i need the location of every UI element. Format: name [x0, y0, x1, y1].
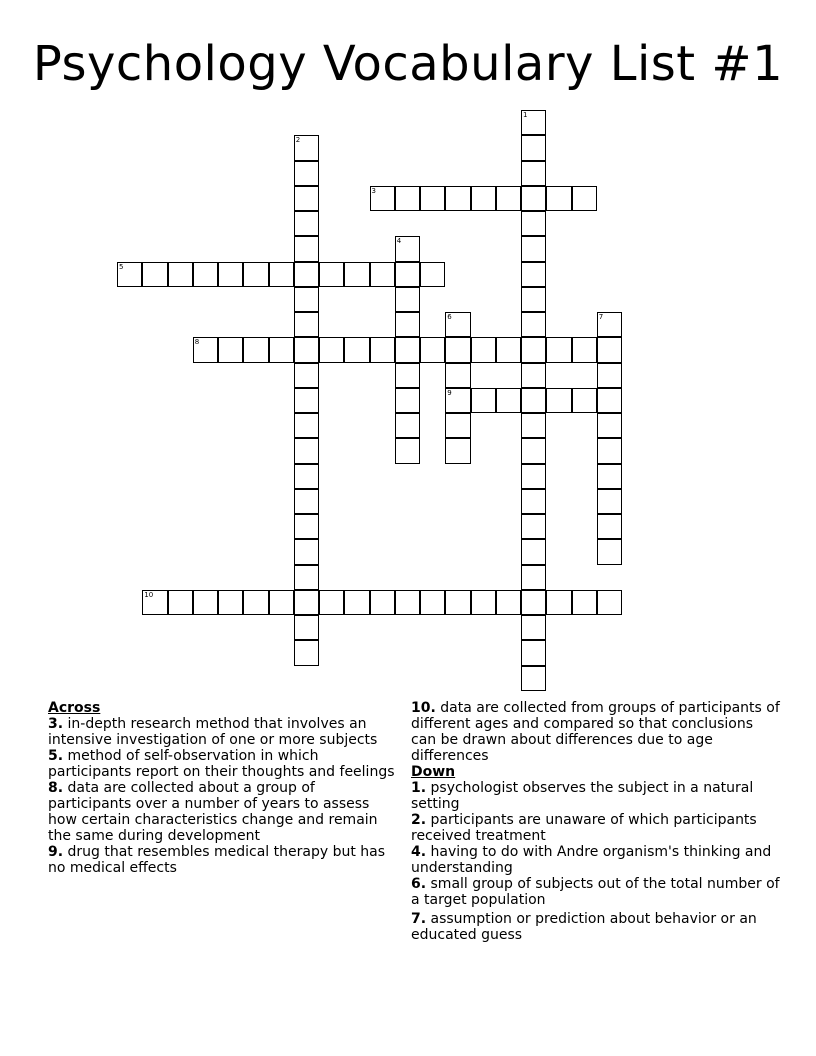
grid-cell[interactable]: [445, 337, 470, 362]
grid-cell[interactable]: [496, 388, 521, 413]
grid-cell[interactable]: [521, 262, 546, 287]
clue-number-label: 9: [447, 388, 452, 397]
grid-cell[interactable]: [420, 590, 445, 615]
grid-cell[interactable]: [521, 388, 546, 413]
grid-cell[interactable]: [294, 640, 319, 665]
grid-cell[interactable]: [572, 337, 597, 362]
grid-cell[interactable]: [395, 413, 420, 438]
grid-cell[interactable]: [294, 337, 319, 362]
clue-number: 10.: [411, 700, 436, 716]
grid-cell[interactable]: [597, 363, 622, 388]
grid-cell[interactable]: [420, 337, 445, 362]
grid-cell[interactable]: [521, 287, 546, 312]
grid-cell[interactable]: [521, 413, 546, 438]
clue-number-label: 6: [447, 313, 452, 321]
grid-cell[interactable]: [294, 236, 319, 261]
clue-text: drug that resembles medical therapy but has no medical effects: [48, 844, 386, 876]
down-clue-4: [411, 844, 781, 876]
grid-cell[interactable]: [193, 337, 218, 362]
grid-cell[interactable]: [445, 312, 470, 337]
grid-cell[interactable]: [168, 590, 193, 615]
grid-cell[interactable]: [370, 590, 395, 615]
grid-cell[interactable]: [395, 438, 420, 463]
clue-text: method of self-observation in which participants report on their thoughts and feelings: [48, 748, 395, 780]
grid-cell[interactable]: [294, 539, 319, 564]
grid-cell[interactable]: [344, 590, 369, 615]
clue-text: assumption or prediction about behavior or an educated guess: [411, 911, 757, 943]
grid-cell[interactable]: [572, 590, 597, 615]
grid-cell[interactable]: [572, 388, 597, 413]
grid-cell[interactable]: [395, 262, 420, 287]
clue-number: 8.: [48, 780, 64, 796]
grid-cell[interactable]: [168, 262, 193, 287]
grid-cell[interactable]: [294, 438, 319, 463]
grid-cell[interactable]: [294, 489, 319, 514]
grid-cell[interactable]: [597, 489, 622, 514]
grid-cell[interactable]: [597, 388, 622, 413]
clues-right-column: [411, 700, 781, 943]
grid-cell[interactable]: [521, 161, 546, 186]
grid-cell[interactable]: [218, 590, 243, 615]
grid-cell[interactable]: [269, 262, 294, 287]
clue-number-label: 4: [396, 237, 402, 246]
clue-text: in-depth research method that involves an intensive investigation of one or more subjects: [48, 716, 378, 748]
grid-cell[interactable]: [395, 363, 420, 388]
grid-cell[interactable]: [521, 666, 546, 691]
grid-cell[interactable]: [521, 539, 546, 564]
clue-number: 2.: [411, 812, 427, 828]
grid-cell[interactable]: [370, 337, 395, 362]
grid-cell[interactable]: [395, 236, 420, 261]
grid-cell[interactable]: [521, 337, 546, 362]
grid-cell[interactable]: [294, 615, 319, 640]
grid-cell[interactable]: [471, 186, 496, 211]
grid-cell[interactable]: [344, 262, 369, 287]
grid-cell[interactable]: [294, 590, 319, 615]
clue-number: 1.: [411, 780, 427, 796]
grid-cell[interactable]: [496, 186, 521, 211]
grid-cell[interactable]: [395, 312, 420, 337]
clue-text: small group of subjects out of the total number of a target population: [411, 876, 780, 908]
grid-cell[interactable]: [597, 337, 622, 362]
grid-cell[interactable]: [294, 312, 319, 337]
grid-cell[interactable]: [521, 135, 546, 160]
clue-number-label: 10: [144, 590, 154, 599]
grid-cell[interactable]: [395, 287, 420, 312]
grid-cell[interactable]: [218, 262, 243, 287]
down-clue-6: [411, 876, 781, 908]
grid-cell[interactable]: [420, 186, 445, 211]
clue-number: 9.: [48, 844, 64, 860]
across-clue-8: [48, 780, 398, 844]
grid-cell[interactable]: [521, 565, 546, 590]
grid-cell[interactable]: [395, 590, 420, 615]
clue-text: participants are unaware of which participants received treatment: [411, 812, 757, 844]
across-clue-10: [411, 700, 781, 764]
grid-cell[interactable]: [193, 590, 218, 615]
grid-cell[interactable]: [319, 590, 344, 615]
clues-left-column: [48, 700, 398, 876]
grid-cell[interactable]: [597, 514, 622, 539]
grid-cell[interactable]: [572, 186, 597, 211]
grid-cell[interactable]: [546, 186, 571, 211]
grid-cell[interactable]: [521, 211, 546, 236]
grid-cell[interactable]: [370, 262, 395, 287]
grid-cell[interactable]: [521, 464, 546, 489]
grid-cell[interactable]: [243, 262, 268, 287]
grid-cell[interactable]: [546, 337, 571, 362]
clue-text: psychologist observes the subject in a natural setting: [411, 780, 754, 812]
clue-text: having to do with Andre organism's thinking and understanding: [411, 844, 772, 876]
grid-cell[interactable]: [521, 590, 546, 615]
grid-cell[interactable]: [521, 640, 546, 665]
grid-cell[interactable]: [521, 312, 546, 337]
grid-cell[interactable]: [546, 388, 571, 413]
grid-cell[interactable]: [597, 464, 622, 489]
clue-number: 3.: [48, 716, 64, 732]
grid-cell[interactable]: [294, 287, 319, 312]
grid-cell[interactable]: [420, 262, 445, 287]
grid-cell[interactable]: [445, 363, 470, 388]
grid-cell[interactable]: [521, 110, 546, 135]
clue-number: 4.: [411, 844, 427, 860]
grid-cell[interactable]: [294, 413, 319, 438]
down-clue-2: [411, 812, 781, 844]
clue-number-label: 8: [194, 338, 200, 347]
grid-cell[interactable]: [117, 262, 142, 287]
down-clue-7: [411, 911, 781, 943]
grid-cell[interactable]: [496, 590, 521, 615]
grid-cell[interactable]: [294, 363, 319, 388]
grid-cell[interactable]: [521, 615, 546, 640]
clue-number-label: 7: [598, 313, 604, 321]
clue-text: data are collected from groups of participants of different ages and compared so that conclusions can be drawn about differences due to age differences: [411, 700, 780, 764]
grid-cell[interactable]: [395, 388, 420, 413]
clue-text: data are collected about a group of participants over a number of years to assess how certain characteristics change and remain the same during development: [48, 780, 378, 844]
grid-cell[interactable]: [445, 413, 470, 438]
grid-cell[interactable]: [344, 337, 369, 362]
grid-cell[interactable]: [445, 590, 470, 615]
clue-number-label: 1: [523, 111, 528, 119]
clue-number-label: 5: [119, 262, 124, 271]
grid-cell[interactable]: [294, 135, 319, 160]
grid-cell[interactable]: [294, 388, 319, 413]
grid-cell[interactable]: [521, 186, 546, 211]
grid-cell[interactable]: [445, 186, 470, 211]
clue-number-label: 3: [371, 186, 376, 195]
grid-cell[interactable]: [471, 337, 496, 362]
grid-cell[interactable]: [294, 161, 319, 186]
grid-cell[interactable]: [269, 337, 294, 362]
grid-cell[interactable]: [193, 262, 218, 287]
down-clue-1: [411, 780, 781, 812]
down-heading: Down: [411, 764, 456, 780]
grid-cell[interactable]: [294, 464, 319, 489]
grid-cell[interactable]: [319, 262, 344, 287]
grid-cell[interactable]: [395, 186, 420, 211]
grid-cell[interactable]: [294, 186, 319, 211]
grid-cell[interactable]: [597, 312, 622, 337]
grid-cell[interactable]: [243, 590, 268, 615]
grid-cell[interactable]: [294, 262, 319, 287]
grid-cell[interactable]: [597, 539, 622, 564]
grid-cell[interactable]: [445, 438, 470, 463]
across-clue-9: [48, 844, 398, 876]
grid-cell[interactable]: [294, 211, 319, 236]
grid-cell[interactable]: [521, 438, 546, 463]
grid-cell[interactable]: [142, 262, 167, 287]
across-clue-5: [48, 748, 398, 780]
grid-cell[interactable]: [370, 186, 395, 211]
across-clue-3: [48, 716, 398, 748]
clue-number-label: 2: [295, 136, 301, 145]
grid-cell[interactable]: [471, 590, 496, 615]
grid-cell[interactable]: [521, 489, 546, 514]
grid-cell[interactable]: [521, 236, 546, 261]
grid-cell[interactable]: [243, 337, 268, 362]
clue-number: 5.: [48, 748, 64, 764]
grid-cell[interactable]: [521, 363, 546, 388]
grid-cell[interactable]: [597, 438, 622, 463]
grid-cell[interactable]: [395, 337, 420, 362]
clue-number: 7.: [411, 911, 427, 927]
grid-cell[interactable]: [142, 590, 167, 615]
grid-cell[interactable]: [521, 514, 546, 539]
grid-cell[interactable]: [471, 388, 496, 413]
grid-cell[interactable]: [294, 514, 319, 539]
page-title: Psychology Vocabulary List #1: [32, 36, 784, 92]
grid-cell[interactable]: [597, 413, 622, 438]
grid-cell[interactable]: [269, 590, 294, 615]
grid-cell[interactable]: [496, 337, 521, 362]
across-heading: Across: [48, 700, 101, 716]
clue-number: 6.: [411, 876, 427, 892]
grid-cell[interactable]: [218, 337, 243, 362]
grid-cell[interactable]: [546, 590, 571, 615]
grid-cell[interactable]: [597, 590, 622, 615]
grid-cell[interactable]: [445, 388, 470, 413]
grid-cell[interactable]: [294, 565, 319, 590]
grid-cell[interactable]: [319, 337, 344, 362]
